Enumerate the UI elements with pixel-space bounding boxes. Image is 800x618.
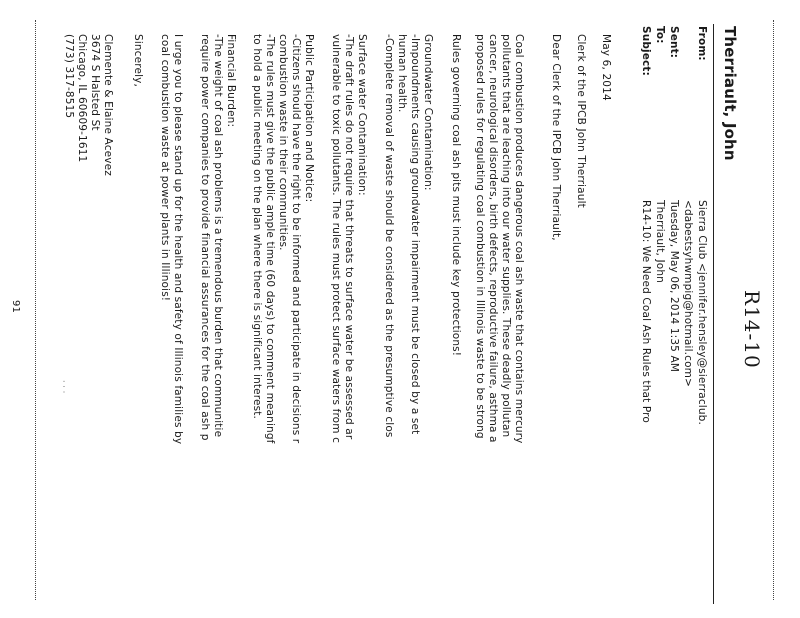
- closing-line: coal combustion waste at power plants in Illinois!: [159, 34, 171, 302]
- section-line: -Impoundments causing groundwater impairment must be closed by a set: [409, 34, 421, 435]
- signature-line: (773) 317-8515: [63, 34, 75, 119]
- signature-line: Chicago, IL 60609-1611: [76, 34, 88, 163]
- salutation: Dear Clerk of the IPCB John Therriault,: [550, 34, 562, 241]
- letter-date: May 6, 2014: [600, 34, 612, 101]
- from-value-2: <dabestsyhwmpig@hotmail.com>: [682, 200, 694, 387]
- to-label: To:: [654, 26, 666, 44]
- section-line: -Complete removal of waste should be considered as the presumptive clos: [383, 34, 395, 438]
- subject-value: R14-10: We Need Coal Ash Rules that Pro: [640, 200, 652, 423]
- section-line: -The draft rules do not require that threats to surface water be assessed ar: [343, 34, 355, 440]
- intro-line: Coal combustion produces dangerous coal ash waste that contains mercury: [513, 34, 525, 444]
- section-line: require power companies to provide financial assurances for the coal ash p: [199, 34, 211, 441]
- intro-line: proposed rules for regulating coal combustion in Illinois waste to be strong: [474, 34, 486, 439]
- section-line: human health.: [396, 34, 408, 113]
- signature-line: Clemente & Elaine Acevez: [102, 34, 114, 176]
- intro-line: cancer, neurological disorders, birth defects, reproductive failure, asthma a: [487, 34, 499, 443]
- sent-value: Tuesday, May 06, 2014 1:35 AM: [668, 200, 680, 373]
- section-heading: Public Participation and Notice:: [303, 34, 315, 203]
- section-line: -The rules must give the public ample time (60 days) to comment meaningf: [264, 34, 276, 444]
- scan-speck: · · ·: [59, 380, 68, 394]
- docket-stamp: R14-10: [740, 290, 764, 369]
- from-label: From:: [696, 26, 708, 61]
- section-line: -The weight of coal ash problems is a tremendous burden that communitie: [212, 34, 224, 438]
- sent-label: Sent:: [668, 26, 680, 59]
- subject-label: Subject:: [640, 26, 652, 76]
- section-line: vulnerable to toxic pollutants. The rules must protect surface waters from c: [330, 34, 342, 444]
- header-rule: [713, 24, 714, 604]
- from-value: Sierra Club <jennifer.hensley@sierraclub.: [696, 200, 708, 425]
- section-heading: Surface water Contamination:: [356, 34, 368, 196]
- signoff: Sincerely,: [132, 34, 144, 87]
- section-heading: Financial Burden:: [225, 34, 237, 128]
- intro-line: pollutants that are leaching into our water supplies. These deadly pollutan: [500, 34, 512, 438]
- to-value: Therriault, John: [654, 200, 666, 283]
- header-name: Therriault, John: [721, 26, 739, 161]
- signature-line: 3674 S Halsted St: [89, 34, 101, 131]
- recipient-line: Clerk of the IPCB John Therriault: [575, 34, 587, 208]
- rules-line: Rules governing coal ash pits must include key protections!: [450, 34, 462, 357]
- section-line: combustion waste in their communities.: [277, 34, 289, 251]
- page-number: 91: [10, 300, 21, 314]
- bottom-dotted-rule: [35, 20, 36, 600]
- top-dotted-rule: [773, 20, 774, 600]
- section-line: to hold a public meeting on the plan where there is significant interest.: [251, 34, 263, 419]
- closing-line: I urge you to please stand up for the health and safety of Illinois families by: [172, 34, 184, 445]
- section-line: -Citizens should have the right to be informed and participate in decisions r: [290, 34, 302, 444]
- section-heading: Groundwater Contamination:: [422, 34, 434, 191]
